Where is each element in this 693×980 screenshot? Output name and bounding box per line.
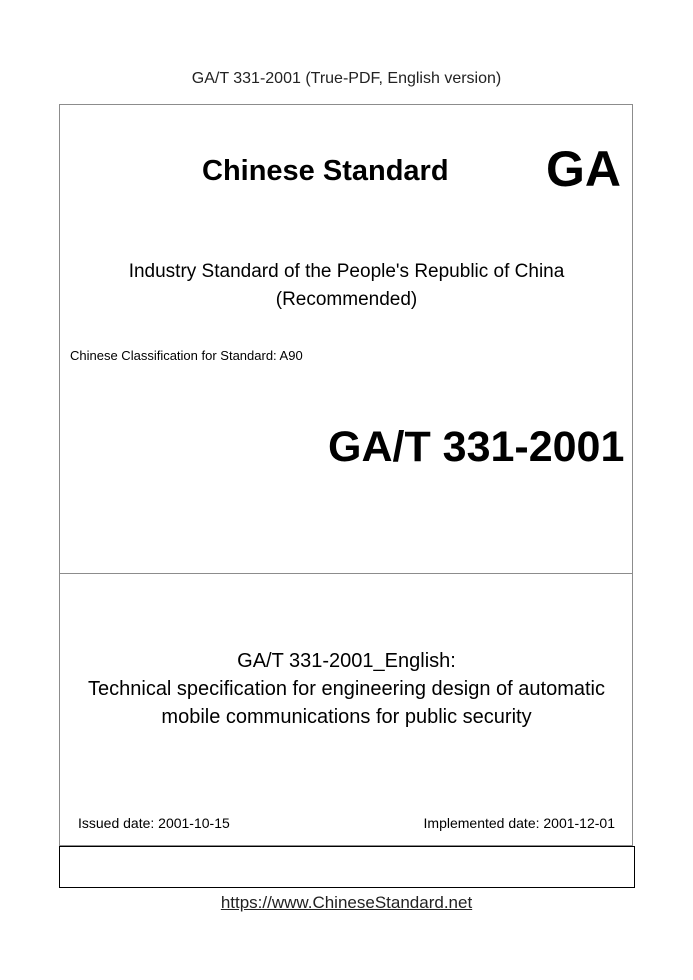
english-title-line-1: GA/T 331-2001_English: (237, 650, 456, 672)
cover-bottom-box (59, 846, 635, 888)
implemented-date: Implemented date: 2001-12-01 (423, 815, 615, 831)
issued-date: Issued date: 2001-10-15 (78, 815, 230, 831)
english-title-line-3: mobile communications for public security (161, 706, 532, 728)
english-title-block (40, 647, 653, 731)
classification-label: Chinese Classification for Standard: A90 (70, 348, 303, 363)
english-title-line-2: Technical specification for engineering design of automatic (88, 678, 605, 700)
standard-title: Chinese Standard (202, 155, 449, 187)
industry-standard-line: Industry Standard of the People's Republic of China (128, 261, 565, 282)
document-number: GA/T 331-2001 (328, 423, 625, 471)
footer (0, 893, 693, 913)
recommended-line: (Recommended) (275, 289, 418, 310)
standard-code-mark: GA (546, 141, 621, 197)
document-header: GA/T 331-2001 (True-PDF, English version) (191, 70, 502, 87)
industry-standard-label (0, 258, 693, 314)
website-link[interactable]: https://www.ChineseStandard.net (220, 893, 473, 912)
